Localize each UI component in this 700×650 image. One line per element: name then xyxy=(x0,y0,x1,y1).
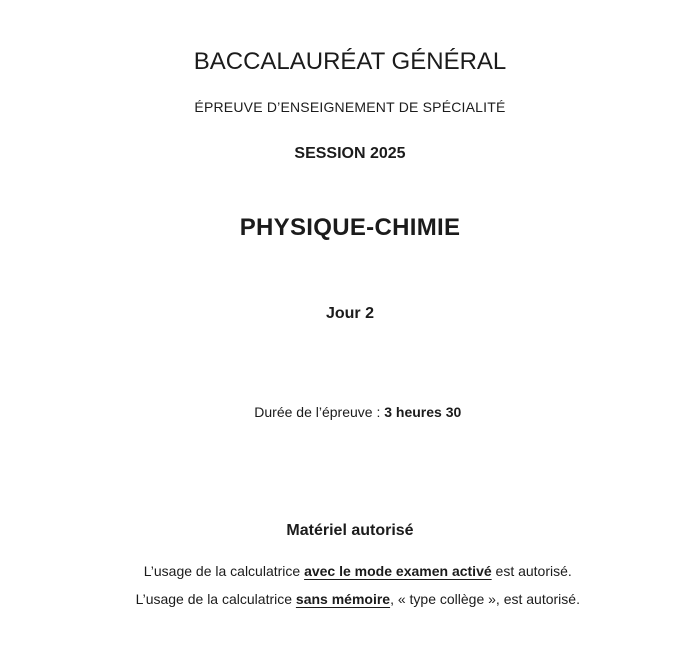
duration-label: Durée de l’épreuve : xyxy=(254,404,385,420)
rule2-emphasis: sans mémoire xyxy=(295,591,391,607)
rule2-suffix: , « type collège », est autorisé. xyxy=(390,591,580,607)
exam-subtitle: ÉPREUVE D’ENSEIGNEMENT DE SPÉCIALITÉ xyxy=(194,99,506,115)
rule1-prefix: L’usage de la calculatrice xyxy=(143,563,305,579)
subject-title: PHYSIQUE-CHIMIE xyxy=(239,214,461,241)
duration-line xyxy=(0,391,700,433)
session-label: SESSION 2025 xyxy=(294,145,406,162)
calculator-rule-no-memory xyxy=(0,578,700,620)
duration-value: 3 heures 30 xyxy=(384,404,462,420)
rule1-suffix: est autorisé. xyxy=(491,563,572,579)
exam-title: BACCALAURÉAT GÉNÉRAL xyxy=(193,48,507,75)
materials-heading: Matériel autorisé xyxy=(286,522,414,539)
day-label: Jour 2 xyxy=(325,305,374,322)
rule1-emphasis: avec le mode examen activé xyxy=(304,563,492,579)
rule2-prefix: L’usage de la calculatrice xyxy=(135,591,296,607)
